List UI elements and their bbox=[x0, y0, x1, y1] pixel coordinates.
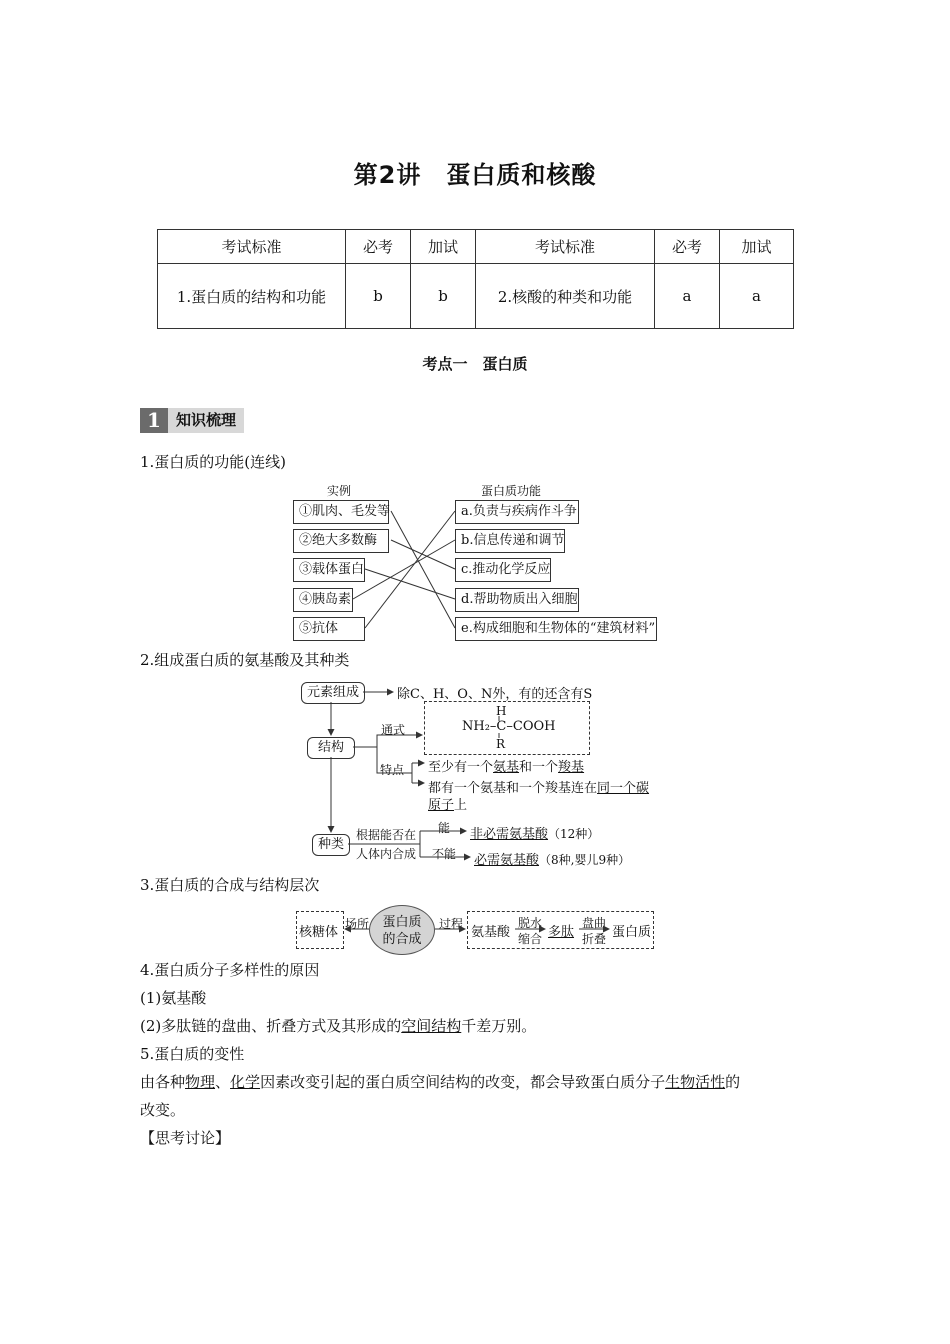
example-box: ③载体蛋白 bbox=[293, 558, 365, 582]
badge-text: 知识梳理 bbox=[168, 408, 244, 433]
item5-paragraph-cont: 改变。 bbox=[140, 1101, 186, 1119]
coiling-label: 盘曲 bbox=[582, 916, 607, 930]
formula-r: R bbox=[496, 737, 506, 751]
essential-amino-acids: 必需氨基酸（8种,婴儿9种） bbox=[474, 853, 631, 868]
types-criterion-1: 根据能否在 bbox=[356, 828, 417, 842]
synthesis-line-1: 蛋白质 bbox=[382, 915, 422, 930]
item4-point2: (2)多肽链的盘曲、折叠方式及其形成的空间结构千差万别。 bbox=[140, 1017, 537, 1035]
types-criterion-2: 人体内合成 bbox=[356, 847, 417, 861]
general-formula-label: 通式 bbox=[381, 723, 406, 737]
condensation-label: 缩合 bbox=[518, 932, 543, 946]
badge-number: 1 bbox=[140, 408, 168, 433]
function-box: e.构成细胞和生物体的“建筑材料” bbox=[455, 617, 657, 641]
types-box: 种类 bbox=[312, 834, 350, 856]
table-header: 加试 bbox=[720, 230, 794, 264]
example-box: ①肌肉、毛发等 bbox=[293, 500, 389, 524]
elements-text: 除C、H、O、N外，有的还含有S bbox=[397, 687, 593, 702]
examples-header: 实例 bbox=[327, 484, 352, 498]
example-box: ⑤抗体 bbox=[293, 617, 365, 641]
item5-paragraph: 由各种物理、化学因素改变引起的蛋白质空间结构的改变，都会导致蛋白质分子生物活性的 bbox=[140, 1073, 741, 1091]
table-cell: b bbox=[346, 264, 411, 329]
item4-point1: (1)氨基酸 bbox=[140, 989, 207, 1007]
item4-heading: 4.蛋白质分子多样性的原因 bbox=[140, 961, 320, 979]
step-amino-acid: 氨基酸 bbox=[471, 925, 511, 940]
process-label: 过程 bbox=[439, 917, 464, 931]
structure-box: 结构 bbox=[307, 737, 355, 759]
function-box: a.负责与疾病作斗争 bbox=[455, 500, 579, 524]
item1-heading: 1.蛋白质的功能(连线) bbox=[140, 453, 287, 471]
can-label: 能 bbox=[438, 821, 451, 835]
table-cell: b bbox=[411, 264, 476, 329]
table-header: 必考 bbox=[655, 230, 720, 264]
nonessential-amino-acids: 非必需氨基酸（12种） bbox=[470, 827, 600, 842]
section-title: 考点一 蛋白质 bbox=[422, 355, 528, 373]
ribosome-label: 核糖体 bbox=[299, 925, 339, 940]
step-polypeptide: 多肽 bbox=[548, 925, 575, 940]
table-header: 必考 bbox=[346, 230, 411, 264]
site-label: 场所 bbox=[345, 917, 370, 931]
example-box: ②绝大多数酶 bbox=[293, 529, 389, 553]
feature-2: 都有一个氨基和一个羧基连在同一个碳 bbox=[428, 781, 650, 796]
formula-main: NH₂–C–COOH bbox=[462, 719, 556, 734]
table-cell: 1.蛋白质的结构和功能 bbox=[158, 264, 346, 329]
table-cell: a bbox=[720, 264, 794, 329]
item5-heading: 5.蛋白质的变性 bbox=[140, 1045, 245, 1063]
item2-heading: 2.组成蛋白质的氨基酸及其种类 bbox=[140, 651, 350, 669]
table-header: 考试标准 bbox=[158, 230, 346, 264]
function-box: d.帮助物质出入细胞 bbox=[455, 588, 579, 612]
table-header: 加试 bbox=[411, 230, 476, 264]
think-discuss-heading: 【思考讨论】 bbox=[140, 1129, 231, 1147]
item3-heading: 3.蛋白质的合成与结构层次 bbox=[140, 876, 320, 894]
matching-lines bbox=[353, 511, 455, 628]
table-cell: 2.核酸的种类和功能 bbox=[476, 264, 655, 329]
function-box: b.信息传递和调节 bbox=[455, 529, 565, 553]
amino-acid-arrows bbox=[331, 692, 470, 857]
dehydration-label: 脱水 bbox=[518, 916, 543, 930]
functions-header: 蛋白质功能 bbox=[481, 484, 542, 498]
step-protein: 蛋白质 bbox=[612, 925, 652, 940]
formula-h: H bbox=[496, 704, 507, 718]
cannot-label: 不能 bbox=[432, 847, 457, 861]
folding-label: 折叠 bbox=[582, 932, 607, 946]
elements-box: 元素组成 bbox=[301, 682, 365, 704]
feature-2-cont: 原子上 bbox=[428, 798, 468, 813]
example-box: ④胰岛素 bbox=[293, 588, 353, 612]
feature-1: 至少有一个氨基和一个羧基 bbox=[428, 760, 585, 775]
function-box: c.推动化学反应 bbox=[455, 558, 551, 582]
page-title: 第2讲 蛋白质和核酸 bbox=[353, 161, 597, 189]
feature-label: 特点 bbox=[380, 763, 405, 777]
table-cell: a bbox=[655, 264, 720, 329]
table-header: 考试标准 bbox=[476, 230, 655, 264]
synthesis-line-2: 的合成 bbox=[382, 932, 422, 947]
